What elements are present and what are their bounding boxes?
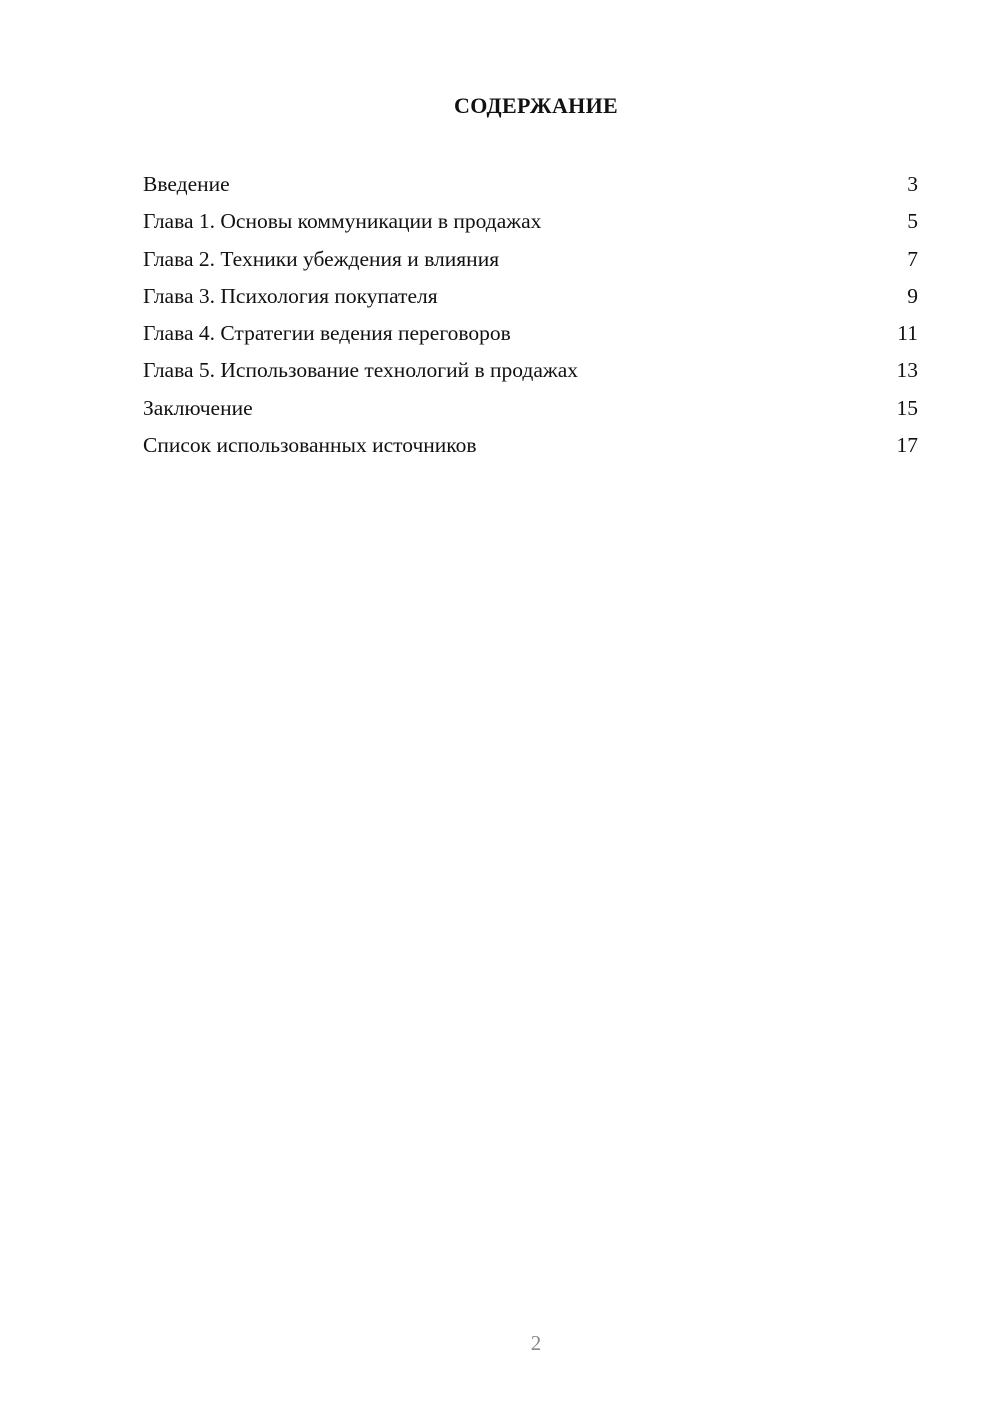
toc-entry-label: Заключение [143, 395, 253, 420]
page-number: 2 [530, 1331, 542, 1355]
toc-entry-chapter-5 [143, 352, 918, 389]
toc-entry-chapter-2 [143, 241, 918, 278]
toc-entry-label: Глава 2. Техники убеждения и влияния [143, 246, 500, 271]
toc-entry-label: Глава 5. Использование технологий в продажах [143, 358, 579, 383]
toc-title: СОДЕРЖАНИЕ [454, 93, 618, 118]
toc-entry-page: 15 [896, 395, 918, 420]
toc-entry-introduction [143, 166, 918, 203]
toc-entry-page: 11 [897, 321, 918, 346]
toc-entry-label: Список использованных источников [143, 433, 477, 458]
toc-entry-page: 5 [907, 209, 918, 234]
toc-entry-label: Глава 3. Психология покупателя [143, 283, 438, 308]
toc-entry-conclusion [143, 390, 918, 427]
toc-entry-references [143, 427, 918, 464]
toc-entry-chapter-4 [143, 315, 918, 352]
toc-entry-page: 9 [907, 283, 918, 308]
toc-entry-label: Глава 4. Стратегии ведения переговоров [143, 321, 511, 346]
toc-entry-chapter-1 [143, 203, 918, 240]
toc-entry-page: 17 [896, 433, 918, 458]
toc-entry-label: Глава 1. Основы коммуникации в продажах [143, 209, 542, 234]
toc-entry-page: 13 [896, 358, 918, 383]
toc-list [143, 166, 918, 464]
toc-entry-page: 7 [907, 246, 918, 271]
toc-entry-chapter-3 [143, 278, 918, 315]
toc-entry-page: 3 [907, 172, 918, 196]
toc-entry-label: Введение [143, 172, 230, 196]
